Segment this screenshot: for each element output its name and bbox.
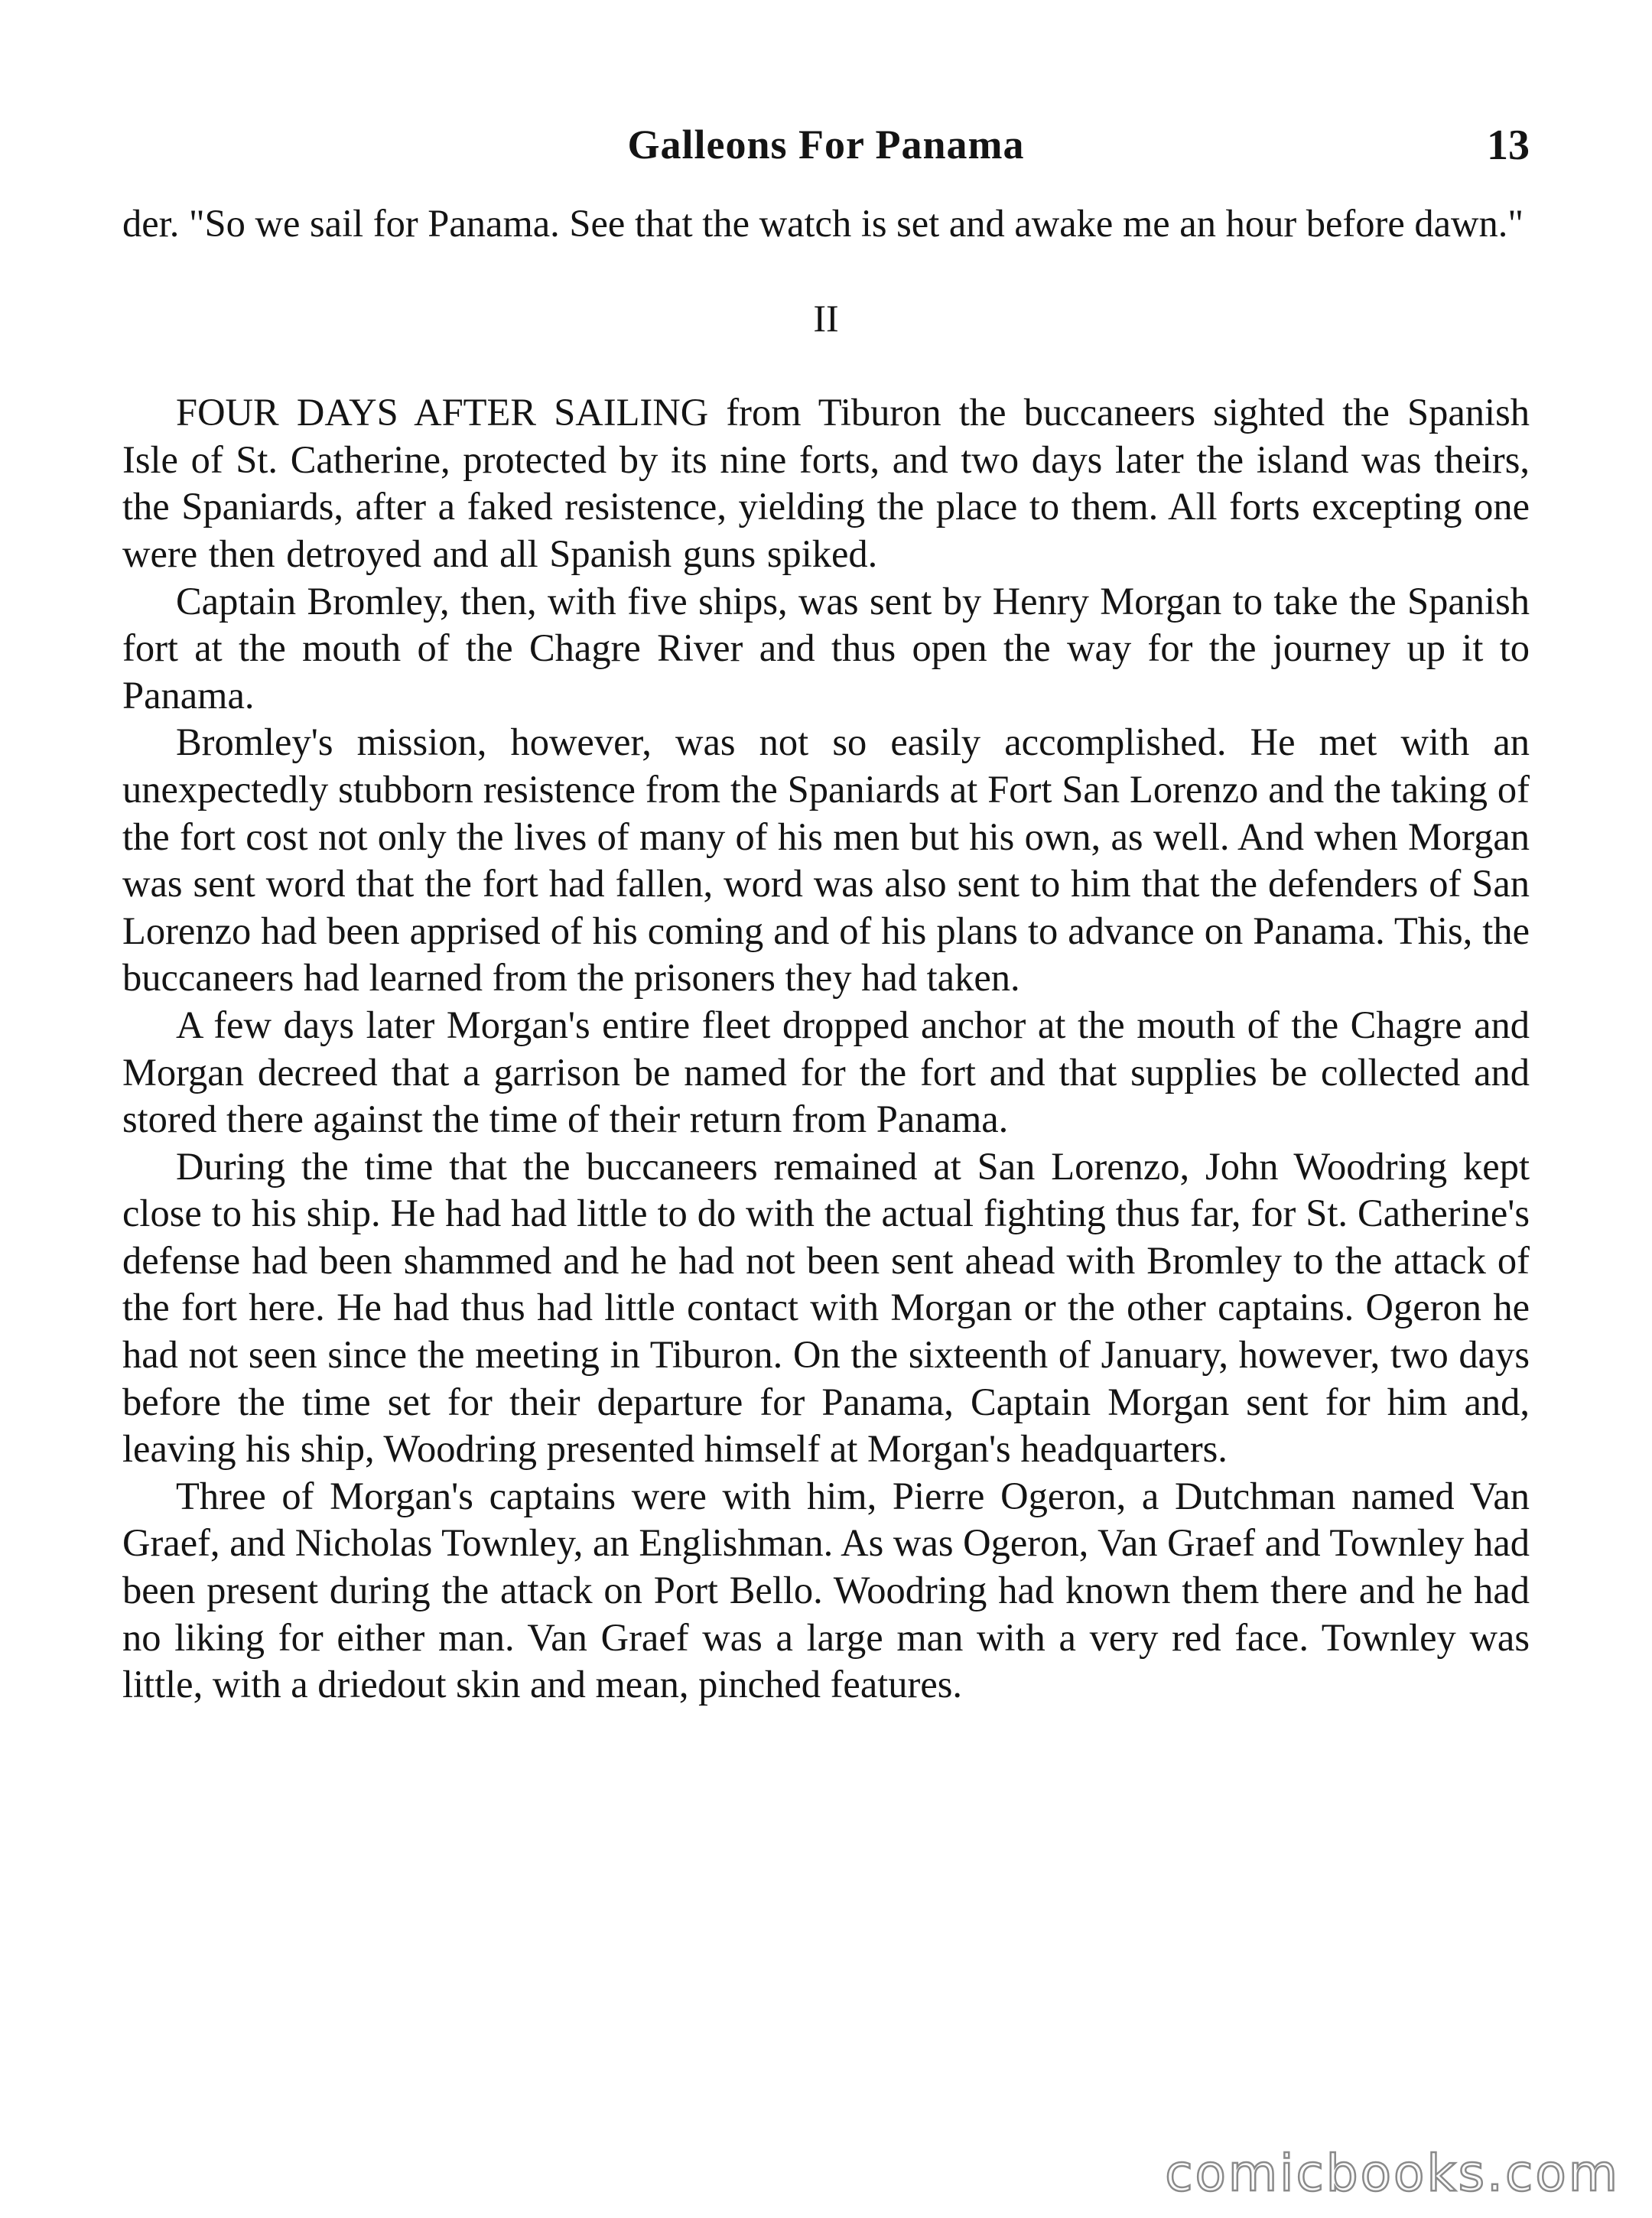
running-title: Galleons For Panama: [627, 122, 1025, 167]
page-number: 13: [1487, 122, 1530, 169]
watermark: comicbooks.com: [1165, 2144, 1620, 2203]
paragraph-6: Three of Morgan's captains were with him, Pierre Ogeron, a Dutchman named Van Graef, and Nicholas Townley, an Englishman. As was Ogeron, Van Graef and Townley had been present during the attack on Port Bello. Woodring had known them there and he had no liking for either man. Van Graef was a large man with a very red face. Townley was little, with a driedout skin and mean, pinched features.: [122, 1474, 1530, 1706]
paragraph-1: FOUR DAYS AFTER SAILING from Tiburon the buccaneers sighted the Spanish Isle of St. Catherine, protected by its nine forts, and two days later the island was theirs, the Spaniards, after a faked resistence, yielding the place to them. All forts excepting one were then detroyed and all Spanish guns spiked.: [122, 391, 1530, 575]
paragraph-5: During the time that the buccaneers remained at San Lorenzo, John Woodring kept close to his ship. He had had little to do with the actual fighting thus far, for St. Catherine's defense had been shammed and he had not been sent ahead with Bromley to the attack of the fort here. He had thus had little contact with Morgan or the other captains. Ogeron he had not seen since the meeting in Tiburon. On the sixteenth of January, however, two days before the time set for their departure for Panama, Captain Morgan sent for him and, leaving his ship, Woodring presented himself at Morgan's headquarters.: [122, 1144, 1530, 1471]
running-head: [122, 121, 1530, 174]
section-heading: II: [813, 296, 839, 340]
paragraph-3: Bromley's mission, however, was not so easily accomplished. He met with an unexpectedly stubborn resistence from the Spaniards at Fort San Lorenzo and the taking of the fort cost not only the lives of many of his men but his own, as well. And when Morgan was sent word that the fort had fallen, word was also sent to him that the defenders of San Lorenzo had been apprised of his coming and of his plans to advance on Panama. This, the buccaneers had learned from the prisoners they had taken.: [122, 720, 1530, 1000]
paragraph-4: A few days later Morgan's entire fleet dropped anchor at the mouth of the Chagre and Morgan decreed that a garrison be named for the fort and that supplies be collected and stored there against the time of their return from Panama.: [122, 1003, 1530, 1141]
continuation-paragraph: der. "So we sail for Panama. See that the watch is set and awake me an hour before dawn.": [122, 202, 1524, 245]
paragraph-2: Captain Bromley, then, with five ships, was sent by Henry Morgan to take the Spanish fort at the mouth of the Chagre River and thus open the way for the journey up it to Panama.: [122, 579, 1530, 717]
body-text: [122, 200, 1530, 1709]
